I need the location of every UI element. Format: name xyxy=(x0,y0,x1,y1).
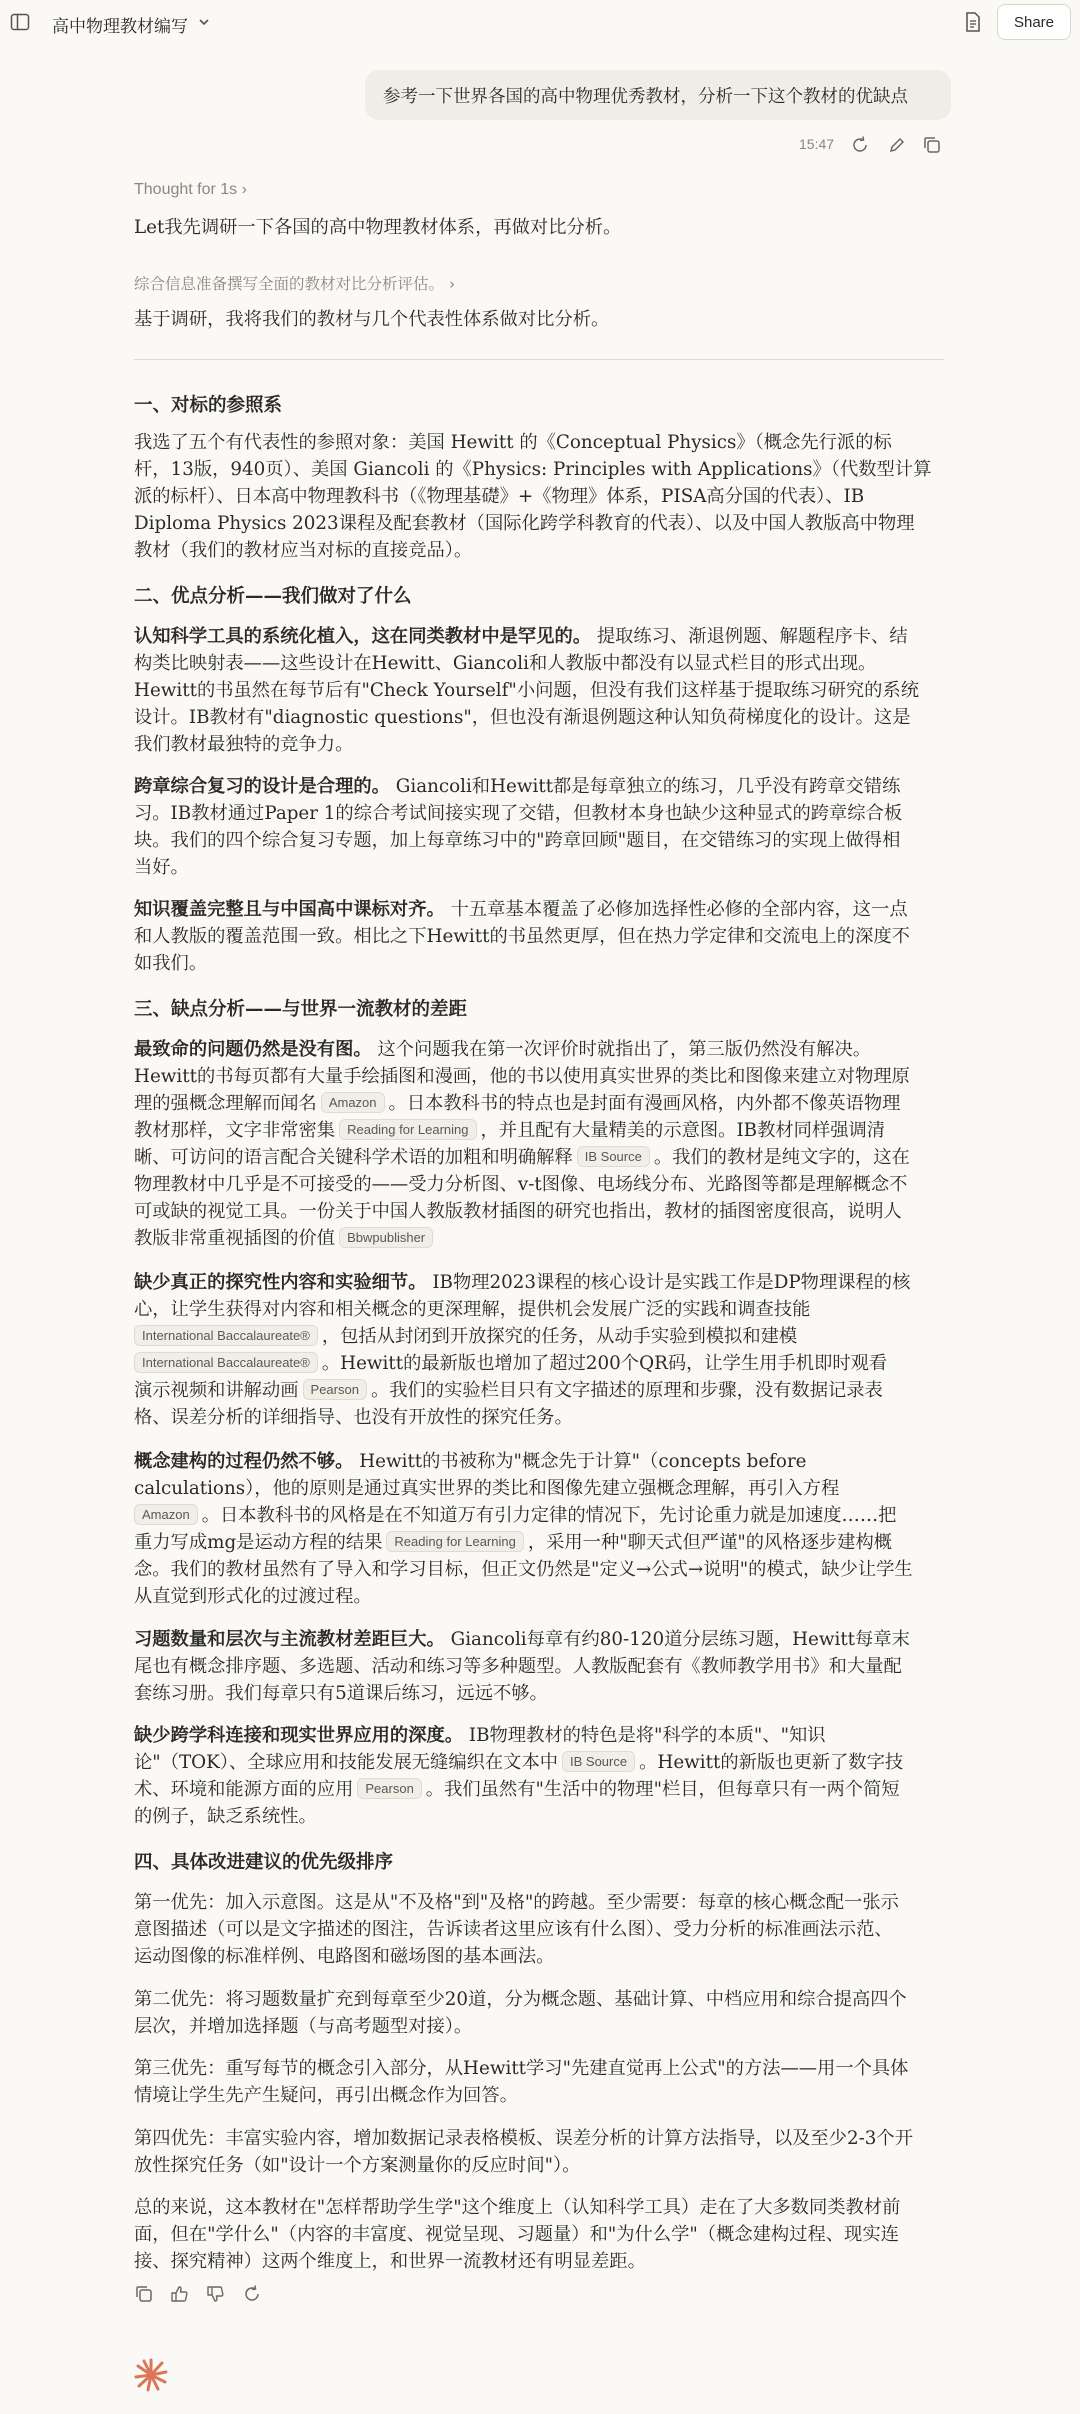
text: 理的强概念理解而闻名 xyxy=(134,1093,317,1114)
text: 。我们的实验栏目只有文字描述的原理和步骤，没有数据记录表 xyxy=(370,1380,883,1401)
bold-lead: 跨章综合复习的设计是合理的。 xyxy=(134,776,390,797)
bold-lead: 知识覆盖完整且与中国高中课标对齐。 xyxy=(134,899,445,920)
edit-icon[interactable] xyxy=(887,135,907,155)
text: IB物理教材的特色是将"科学的本质"、"知识 xyxy=(468,1725,826,1746)
chevron-right-icon: › xyxy=(241,181,247,198)
top-bar xyxy=(0,0,1080,44)
assistant-lead: 基于调研，我将我们的教材与几个代表性体系做对比分析。 xyxy=(134,309,610,330)
citation-chip[interactable]: IB Source xyxy=(562,1751,635,1772)
paragraph-line: 意图描述（可以是文字描述的图注，告诉读者这里应该有什么图）、受力分析的标准画法示范、 xyxy=(134,1919,893,1940)
paragraph xyxy=(134,1448,924,1610)
chevron-down-icon[interactable] xyxy=(197,15,211,29)
paragraph-line: 面，但在"学什么"（内容的丰富度、视觉呈现、习题量）和"为什么学"（概念建构过程、现实连 xyxy=(134,2224,899,2245)
thought-label: Thought for 1s xyxy=(134,181,238,198)
paragraph-line: 第二优先：将习题数量扩充到每章至少20道，分为概念题、基础计算、中档应用和综合提高四个 xyxy=(134,1989,907,2010)
paragraph-line: 层次，并增加选择题（与高考题型对接）。 xyxy=(134,2016,473,2037)
paragraph-line: 设计。IB教材有"diagnostic questions"，但也没有渐退例题这种认知负荷梯度化的设计。这是 xyxy=(134,707,911,728)
paragraph xyxy=(134,1626,924,1707)
paragraph-line: 心，让学生获得对内容和相关概念的更深理解，提供机会发展广泛的实践和调查技能 xyxy=(134,1299,811,1320)
paragraph-line: 的例子，缺乏系统性。 xyxy=(134,1806,317,1827)
section-heading: 一、对标的参照系 xyxy=(134,395,283,416)
citation-chip[interactable]: IB Source xyxy=(577,1146,650,1167)
bold-lead: 最致命的问题仍然是没有图。 xyxy=(134,1039,372,1060)
bold-lead: 概念建构的过程仍然不够。 xyxy=(134,1451,354,1472)
chevron-right-icon: › xyxy=(448,275,456,293)
text: Hewitt的书被称为"概念先于计算"（concepts before xyxy=(359,1451,807,1472)
paragraph-line: 套练习册。我们每章只有5道课后练习，远远不够。 xyxy=(134,1683,548,1704)
paragraph-line: 放性探究任务（如"设计一个方案测量你的反应时间"）。 xyxy=(134,2155,581,2176)
citation-chip[interactable]: Reading for Learning xyxy=(339,1119,476,1140)
paragraph-line: 第四优先：丰富实验内容，增加数据记录表格模板、误差分析的计算方法指导，以及至少2-3个开 xyxy=(134,2128,913,2149)
document-icon[interactable] xyxy=(963,11,983,33)
text: 论"（TOK）、全球应用和技能发展无缝编织在文本中 xyxy=(134,1752,559,1773)
paragraph-line: 从直觉到形式化的过渡过程。 xyxy=(134,1586,372,1607)
divider xyxy=(134,359,944,360)
bold-lead: 缺少真正的探究性内容和实验细节。 xyxy=(134,1272,427,1293)
paragraph xyxy=(134,773,924,881)
message-timestamp: 15:47 xyxy=(799,136,835,152)
thumbs-down-icon[interactable] xyxy=(206,2284,226,2304)
text: ，并且配有大量精美的示意图。IB教材同样强调清 xyxy=(480,1120,886,1141)
sidebar-toggle-icon[interactable] xyxy=(10,12,30,32)
bold-lead: 习题数量和层次与主流教材差距巨大。 xyxy=(134,1629,445,1650)
text: 重力写成mg是运动方程的结果 xyxy=(134,1532,383,1553)
text: 。我们的教材是纯文字的，这在 xyxy=(653,1147,910,1168)
section-heading: 四、具体改进建议的优先级排序 xyxy=(134,1852,394,1873)
retry-icon[interactable] xyxy=(242,2284,262,2304)
text: IB物理2023课程的核心设计是实践工作是DP物理课程的核 xyxy=(432,1272,911,1293)
search-summary-label: 综合信息准备撰写全面的教材对比分析评估。 xyxy=(134,275,445,293)
text: Giancoli和Hewitt都是每章独立的练习，几乎没有跨章交错练 xyxy=(395,776,901,797)
text: 。日本教科书的风格是在不知道万有引力定律的情况下，先讨论重力就是加速度……把 xyxy=(201,1505,897,1526)
paragraph xyxy=(134,1986,924,2040)
thumbs-up-icon[interactable] xyxy=(170,2284,190,2304)
text: 十五章基本覆盖了必修加选择性必修的全部内容，这一点 xyxy=(450,899,908,920)
text: 术、环境和能源方面的应用 xyxy=(134,1779,354,1800)
paragraph-line: 第一优先：加入示意图。这是从"不及格"到"及格"的跨越。至少需要：每章的核心概念配一张示 xyxy=(134,1892,899,1913)
user-message: 参考一下世界各国的高中物理优秀教材，分析一下这个教材的优缺点 xyxy=(365,70,951,120)
paragraph-line: Hewitt的书每页都有大量手绘插图和漫画，他的书以使用真实世界的类比和图像来建立对物理原 xyxy=(134,1066,910,1087)
paragraph xyxy=(134,1269,924,1431)
paragraph-line: 物理教材中几乎是不可接受的——受力分析图、v-t图像、电场线分布、光路图等都是理解概念不 xyxy=(134,1174,908,1195)
bold-lead: 缺少跨学科连接和现实世界应用的深度。 xyxy=(134,1725,464,1746)
section-heading: 二、优点分析——我们做对了什么 xyxy=(134,586,412,607)
paragraph xyxy=(134,2194,924,2275)
text: 演示视频和讲解动画 xyxy=(134,1380,299,1401)
paragraph-line: 接、探究精神）这两个维度上，和世界一流教材还有明显差距。 xyxy=(134,2251,646,2272)
text: 。我们虽然有"生活中的物理"栏目，但每章只有一两个简短 xyxy=(425,1779,900,1800)
paragraph xyxy=(134,2055,924,2109)
paragraph-line: 情境让学生先产生疑问，再引出概念作为回答。 xyxy=(134,2085,518,2106)
paragraph-line: 和人教版的覆盖范围一致。相比之下Hewitt的书虽然更厚，但在热力学定律和交流电上的深度不 xyxy=(134,926,910,947)
text: 提取练习、渐退例题、解题程序卡、结 xyxy=(596,626,908,647)
bold-lead: 认知科学工具的系统化植入，这在同类教材中是罕见的。 xyxy=(134,626,592,647)
text: Giancoli每章有约80-120道分层练习题，Hewitt每章末 xyxy=(450,1629,910,1650)
text: 这个问题我在第一次评价时就指出了，第三版仍然没有解决。 xyxy=(377,1039,872,1060)
paragraph-line: 尾也有概念排序题、多选题、活动和练习等多种题型。人教版配套有《教师教学用书》和大量配 xyxy=(134,1656,902,1677)
paragraph-line: 格、误差分析的详细指导、也没有开放性的探究任务。 xyxy=(134,1407,573,1428)
chat-title[interactable]: 高中物理教材编写 xyxy=(52,17,188,36)
copy-icon[interactable] xyxy=(134,2284,154,2304)
paragraph-line: 可或缺的视觉工具。一份关于中国人教版教材插图的研究也指出，教材的插图密度很高，说明人 xyxy=(134,1201,902,1222)
paragraph-line: 构类比映射表——这些设计在Hewitt、Giancoli和人教版中都没有以显式栏目的形式出现。 xyxy=(134,653,877,674)
paragraph-line: 当好。 xyxy=(134,857,189,878)
paragraph-line: 第三优先：重写每节的概念引入部分，从Hewitt学习"先建直觉再上公式"的方法——用一个具体 xyxy=(134,2058,909,2079)
paragraph-line: 念。我们的教材虽然有了导入和学习目标，但正文仍然是"定义→公式→说明"的模式，缺少让学生 xyxy=(134,1559,913,1580)
assistant-intro: Let我先调研一下各国的高中物理教材体系，再做对比分析。 xyxy=(134,217,622,238)
citation-chip[interactable]: Bbwpublisher xyxy=(339,1227,433,1248)
paragraph xyxy=(134,1036,924,1252)
thought-toggle[interactable] xyxy=(134,181,247,199)
paragraph-line: 运动图像的标准样例、电路图和磁场图的基本画法。 xyxy=(134,1946,555,1967)
text: 。Hewitt的最新版也增加了超过200个QR码，让学生用手机即时观看 xyxy=(321,1353,888,1374)
search-summary-toggle[interactable] xyxy=(134,272,455,294)
paragraph-line: Hewitt的书虽然在每节后有"Check Yourself"小问题，但没有我们这样基于提取练习研究的系统 xyxy=(134,680,920,701)
paragraph-line: calculations），他的原则是通过真实世界的类比和图像先建立强概念理解，再引入方程 xyxy=(134,1478,840,1499)
paragraph-line: 习。IB教材通过Paper 1的综合考试间接实现了交错，但教材本身也缺少这种显式的跨章综合板 xyxy=(134,803,903,824)
text: 教版非常重视插图的价值 xyxy=(134,1228,336,1249)
text: 。Hewitt的新版也更新了数字技 xyxy=(639,1752,904,1773)
paragraph-line: 我们教材最独特的竞争力。 xyxy=(134,734,354,755)
citation-chip[interactable]: Pearson xyxy=(303,1379,367,1400)
text: 教材那样，文字非常密集 xyxy=(134,1120,336,1141)
text: ，采用一种"聊天式但严谨"的风格逐步建构概 xyxy=(527,1532,893,1553)
share-button[interactable]: Share xyxy=(997,4,1071,40)
paragraph xyxy=(134,896,924,977)
paragraph-line: 教材（我们的教材应当对标的直接竞品）。 xyxy=(134,540,473,561)
claude-logo-icon xyxy=(134,2358,168,2392)
text: 。日本教科书的特点也是封面有漫画风格，内外都不像英语物理 xyxy=(388,1093,901,1114)
citation-chip[interactable]: International Baccalaureate® xyxy=(134,1352,318,1373)
paragraph-line: 派的标杆）、日本高中物理教科书（《物理基礎》+《物理》体系，PISA高分国的代表）、IB xyxy=(134,486,865,507)
paragraph xyxy=(134,623,924,758)
paragraph-line: 如我们。 xyxy=(134,953,208,974)
paragraph xyxy=(134,1722,924,1830)
citation-chip[interactable]: Reading for Learning xyxy=(386,1531,523,1552)
paragraph xyxy=(134,429,932,564)
citation-chip[interactable]: Amazon xyxy=(321,1092,385,1113)
paragraph-line: 杆，13版，940页）、美国 Giancoli 的《Physics: Principles with Applications》（代数型计算 xyxy=(134,459,932,480)
paragraph-line: 总的来说，这本教材在"怎样帮助学生学"这个维度上（认知科学工具）走在了大多数同类教材前 xyxy=(134,2197,901,2218)
text: 晰、可访问的语言配合关键科学术语的加粗和明确解释 xyxy=(134,1147,573,1168)
section-heading: 三、缺点分析——与世界一流教材的差距 xyxy=(134,999,468,1020)
citation-chip[interactable]: Pearson xyxy=(357,1778,421,1799)
paragraph-line: 块。我们的四个综合复习专题，加上每章练习中的"跨章回顾"题目，在交错练习的实现上做得相 xyxy=(134,830,901,851)
text: ，包括从封闭到开放探究的任务，从动手实验到模拟和建模 xyxy=(321,1326,798,1347)
retry-icon[interactable] xyxy=(850,135,870,155)
copy-icon[interactable] xyxy=(922,135,942,155)
paragraph-line: 我选了五个有代表性的参照对象：美国 Hewitt 的《Conceptual Physics》（概念先行派的标 xyxy=(134,432,892,453)
citation-chip[interactable]: International Baccalaureate® xyxy=(134,1325,318,1346)
paragraph-line: Diploma Physics 2023课程及配套教材（国际化跨学科教育的代表）、以及中国人教版高中物理 xyxy=(134,513,915,534)
paragraph xyxy=(134,1889,924,1970)
citation-chip[interactable]: Amazon xyxy=(134,1504,198,1525)
paragraph xyxy=(134,2125,924,2179)
